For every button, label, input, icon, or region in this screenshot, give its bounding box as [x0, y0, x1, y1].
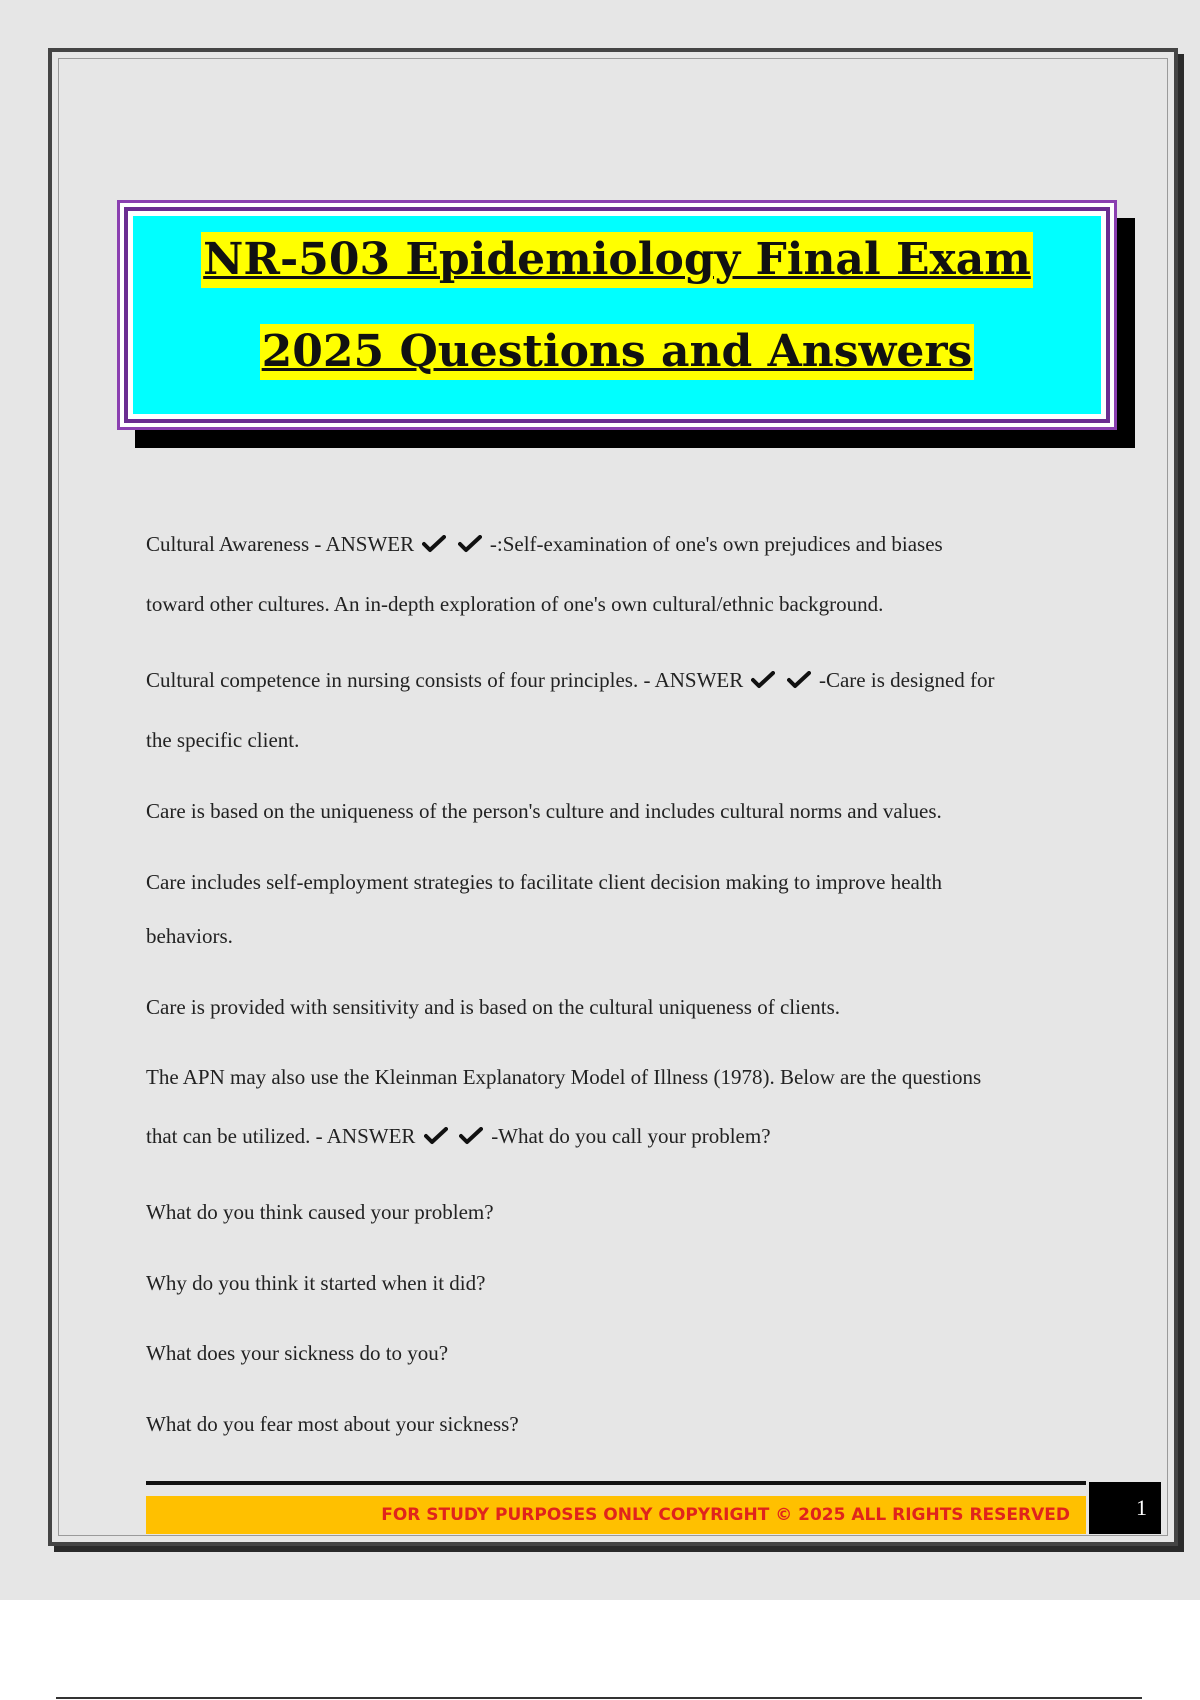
- title-box-fill: [133, 216, 1101, 414]
- title-box-frame: [124, 207, 1110, 423]
- checkmark-icon: [751, 671, 775, 689]
- checkmark-icon: [422, 535, 446, 553]
- title-box: [117, 200, 1117, 430]
- answer-text: -Care is designed for: [818, 668, 995, 692]
- answer-prefix: Cultural competence in nursing consists of four principles. - ANSWER: [146, 668, 744, 692]
- footer-bar: [146, 1496, 1086, 1534]
- title-line-2: 2025 Questions and Answers: [260, 324, 975, 380]
- answer-prefix: Cultural Awareness - ANSWER: [146, 532, 415, 556]
- checkmark-icon: [787, 671, 811, 689]
- paragraph-line: What do you think caused your problem?: [146, 1200, 494, 1224]
- answer-text: -:Self-examination of one's own prejudices and biases: [489, 532, 943, 556]
- checkmark-icon: [458, 535, 482, 553]
- bottom-divider: [56, 1697, 1142, 1699]
- answer-text: -What do you call your problem?: [491, 1124, 771, 1148]
- paragraph-line: What do you fear most about your sickness?: [146, 1412, 519, 1436]
- paragraph-line: Care includes self-employment strategies to facilitate client decision making to improve health: [146, 870, 943, 894]
- paragraph-kleinman-answer: [146, 1124, 771, 1149]
- paragraph-cultural-awareness: [146, 532, 943, 557]
- paragraph-line: Why do you think it started when it did?: [146, 1271, 486, 1295]
- paragraph-line: Care is provided with sensitivity and is based on the cultural uniqueness of clients.: [146, 995, 841, 1019]
- paragraph-line: toward other cultures. An in-depth exploration of one's own cultural/ethnic background.: [146, 592, 884, 616]
- paragraph-line: behaviors.: [146, 924, 233, 948]
- page-number: 1: [1089, 1482, 1161, 1534]
- paragraph-line: What does your sickness do to you?: [146, 1341, 449, 1365]
- footer-rule: [146, 1481, 1086, 1485]
- title-line-1: NR-503 Epidemiology Final Exam: [201, 232, 1033, 288]
- answer-prefix: that can be utilized. - ANSWER: [146, 1124, 416, 1148]
- paragraph-cultural-competence: [146, 668, 995, 693]
- paragraph-line: the specific client.: [146, 728, 300, 752]
- checkmark-icon: [424, 1127, 448, 1145]
- paragraph-line: The APN may also use the Kleinman Explanatory Model of Illness (1978). Below are the questions: [146, 1065, 982, 1089]
- paragraph-line: Care is based on the uniqueness of the person's culture and includes cultural norms and values.: [146, 799, 942, 823]
- checkmark-icon: [459, 1127, 483, 1145]
- copyright-notice: FOR STUDY PURPOSES ONLY COPYRIGHT © 2025 ALL RIGHTS RESERVED: [381, 1505, 1070, 1525]
